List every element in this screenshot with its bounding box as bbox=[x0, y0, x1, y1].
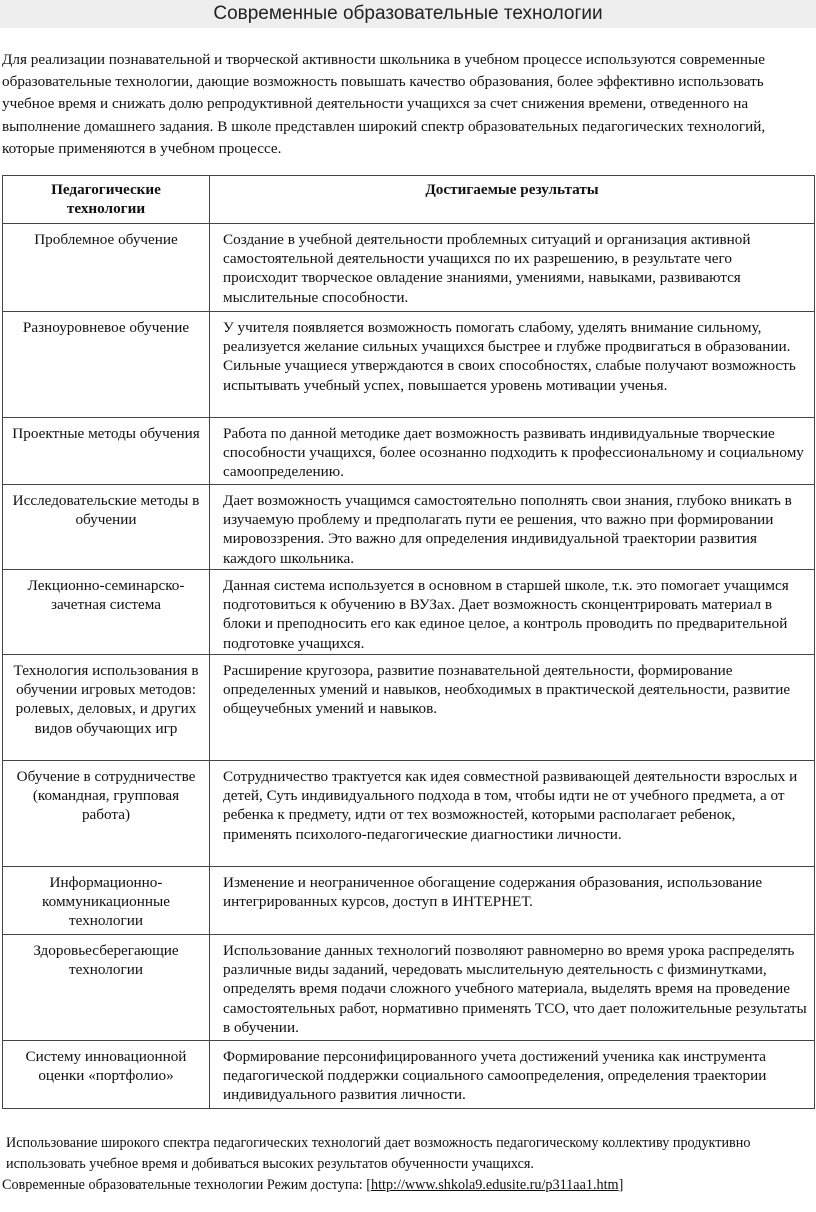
table-row bbox=[3, 312, 815, 418]
intro-paragraph: Для реализации познавательной и творческой активности школьника в учебном процессе используются современные образовательные технологии, дающие возможность повышать качество образования, более эффективно использовать учебное время и снижать долю репродуктивной деятельности учащихся за счет снижения времени, отведенного на выполнение домашнего задания. В школе представлен широкий спектр образовательных педагогических технологий, которые применяются в учебном процессе. bbox=[2, 51, 766, 157]
technologies-table bbox=[2, 175, 815, 1109]
footer-source bbox=[2, 1175, 814, 1196]
technology-cell: Информационно-коммуникационные технологии bbox=[3, 867, 210, 935]
result-cell: Использование данных технологий позволяют равномерно во время урока распределять различные виды заданий, чередовать мыслительную деятельность с физминутками, определять время подачи сложного учебного материала, выделять время на проведение самостоятельных работ, нормативно применять ТСО, что дает положительные результаты в обучении. bbox=[210, 935, 815, 1041]
source-link[interactable]: http://www.shkola9.edusite.ru/p311aa1.htm bbox=[370, 1177, 619, 1193]
technology-cell: Лекционно-семинарско-зачетная система bbox=[3, 570, 210, 655]
table-row bbox=[3, 224, 815, 312]
table-header-row bbox=[3, 176, 815, 224]
table-row bbox=[3, 761, 815, 867]
source-prefix: Современные образовательные технологии Режим доступа: [ bbox=[2, 1177, 371, 1193]
technology-cell: Разноуровневое обучение bbox=[3, 312, 210, 418]
technology-cell: Проблемное обучение bbox=[3, 224, 210, 312]
table-row bbox=[3, 1041, 815, 1109]
technology-cell: Исследовательские методы в обучении bbox=[3, 485, 210, 570]
table-row bbox=[3, 570, 815, 655]
result-cell: Дает возможность учащимся самостоятельно пополнять свои знания, глубоко вникать в изучаемую проблему и предполагать пути ее решения, что важно при формировании мировоззрения. Это важно для определения индивидуальной траектории развития каждого школьника. bbox=[210, 485, 815, 570]
technology-cell: Проектные методы обучения bbox=[3, 418, 210, 485]
table-row bbox=[3, 655, 815, 761]
result-cell: У учителя появляется возможность помогать слабому, уделять внимание сильному, реализуется желание сильных учащихся быстрее и глубже продвигаться в образовании. Сильные учащиеся утверждаются в своих способностях, слабые получают возможность испытывать учебный успех, повышается уровень мотивации ученья. bbox=[210, 312, 815, 418]
table-row bbox=[3, 935, 815, 1041]
footer bbox=[2, 1133, 814, 1196]
result-cell: Формирование персонифицированного учета достижений ученика как инструмента педагогической поддержки социального самоопределения, определения траектории индивидуального развития личности. bbox=[210, 1041, 815, 1109]
technology-cell: Технология использования в обучении игровых методов: ролевых, деловых, и других видов обучающих игр bbox=[3, 655, 210, 761]
result-cell: Работа по данной методике дает возможность развивать индивидуальные творческие способности учащихся, более осознанно подходить к профессиональному и социальному самоопределению. bbox=[210, 418, 815, 485]
header-technologies: Педагогические технологии bbox=[3, 176, 210, 224]
page-title: Современные образовательные технологии bbox=[0, 0, 816, 28]
result-cell: Изменение и неограниченное обогащение содержания образования, использование интегрированных курсов, доступ в ИНТЕРНЕТ. bbox=[210, 867, 815, 935]
table-row bbox=[3, 867, 815, 935]
footer-conclusion: Использование широкого спектра педагогических технологий дает возможность педагогическому коллективу продуктивно использовать учебное время и добиваться высоких результатов обученности учащихся. bbox=[6, 1135, 751, 1172]
source-suffix: ] bbox=[618, 1177, 624, 1193]
result-cell: Создание в учебной деятельности проблемных ситуаций и организация активной самостоятельной деятельности учащихся по их разрешению, в результате чего происходит творческое овладение знаниями, умениями, навыками, развиваются мыслительные способности. bbox=[210, 224, 815, 312]
technology-cell: Систему инновационной оценки «портфолио» bbox=[3, 1041, 210, 1109]
result-cell: Расширение кругозора, развитие познавательной деятельности, формирование определенных умений и навыков, необходимых в практической деятельности, развитие общеучебных умений и навыков. bbox=[210, 655, 815, 761]
technology-cell: Здоровьесберегающие технологии bbox=[3, 935, 210, 1041]
result-cell: Данная система используется в основном в старшей школе, т.к. это помогает учащимся подготовиться к обучению в ВУЗах. Дает возможность сконцентрировать материал в блоки и преподносить его как единое целое, а контроль проводить по предварительной подготовке учащихся. bbox=[210, 570, 815, 655]
table-row bbox=[3, 418, 815, 485]
header-results: Достигаемые результаты bbox=[210, 176, 815, 224]
table-row bbox=[3, 485, 815, 570]
technology-cell: Обучение в сотрудничестве (командная, групповая работа) bbox=[3, 761, 210, 867]
result-cell: Сотрудничество трактуется как идея совместной развивающей деятельности взрослых и детей, Суть индивидуального подхода в том, чтобы идти не от учебного предмета, а от ребенка к предмету, идти от тех возможностей, которыми располагает ребенок, применять психолого-педагогические диагностики личности. bbox=[210, 761, 815, 867]
